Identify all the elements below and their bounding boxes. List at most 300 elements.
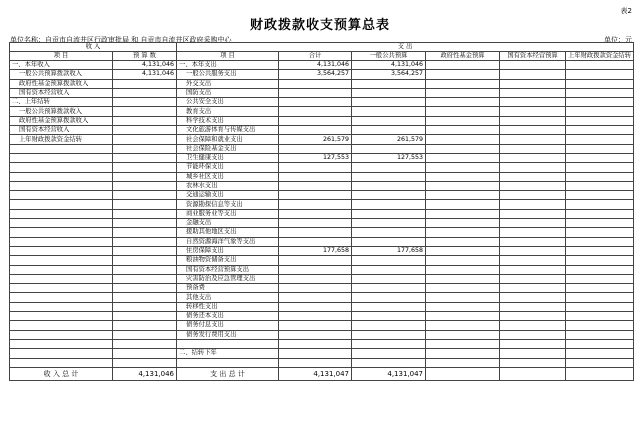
fund-budget-cell (426, 237, 500, 246)
carryover-cell (566, 293, 634, 302)
fund-budget-cell (426, 135, 500, 144)
fund-budget-cell (426, 312, 500, 321)
expense-total-cell (279, 219, 352, 228)
state-capital-cell (500, 293, 566, 302)
general-budget-cell: 3,564,257 (352, 70, 426, 79)
expense-item-cell: 农林水支出 (177, 181, 279, 190)
totals-row (10, 367, 634, 380)
state-capital-cell (500, 284, 566, 293)
fund-budget-cell (426, 98, 500, 107)
income-value-cell (113, 219, 177, 228)
carryover-cell (566, 70, 634, 79)
fund-budget-header: 政府性基金预算 (426, 52, 500, 61)
expense-item-cell: 商业服务业等支出 (177, 209, 279, 218)
income-item-cell (10, 246, 113, 255)
general-budget-cell: 261,579 (352, 135, 426, 144)
budget-table (9, 42, 634, 381)
table-row (10, 219, 634, 228)
state-capital-cell (500, 88, 566, 97)
table-row (10, 284, 634, 293)
general-budget-cell (352, 88, 426, 97)
income-item-cell: 二、上年结转 (10, 98, 113, 107)
general-budget-cell (352, 293, 426, 302)
expense-header: 支 出 (177, 43, 634, 52)
expense-item-cell: 灾害防治及应急管理支出 (177, 274, 279, 283)
fund-budget-cell (426, 219, 500, 228)
table-row (10, 153, 634, 162)
expense-item-cell (177, 339, 279, 348)
table-row (10, 70, 634, 79)
table-row (10, 79, 634, 88)
expense-total-cell (279, 191, 352, 200)
expense-total-cell (279, 265, 352, 274)
state-capital-cell (500, 61, 566, 70)
income-value-cell (113, 256, 177, 265)
state-capital-cell (500, 274, 566, 283)
general-budget-cell: 177,658 (352, 246, 426, 255)
budget-header: 预 算 数 (113, 52, 177, 61)
income-item-cell (10, 144, 113, 153)
income-item-cell (10, 265, 113, 274)
expense-total-cell (279, 181, 352, 190)
state-capital-cell (500, 135, 566, 144)
carryover-cell (566, 302, 634, 311)
income-item-cell (10, 153, 113, 162)
expense-total-cell (279, 349, 352, 358)
income-item-cell: 一般公共预算拨款收入 (10, 107, 113, 116)
expense-item-cell: 二、结转下年 (177, 349, 279, 358)
income-value-cell (113, 284, 177, 293)
state-capital-cell (500, 98, 566, 107)
carryover-cell (566, 153, 634, 162)
total-header: 合计 (279, 52, 352, 61)
carryover-cell (566, 358, 634, 367)
expense-total-cell (279, 126, 352, 135)
fund-budget-cell (426, 163, 500, 172)
income-item-cell (10, 302, 113, 311)
income-value-cell (113, 116, 177, 125)
carryover-cell (566, 237, 634, 246)
general-budget-cell (352, 228, 426, 237)
income-value-cell (113, 88, 177, 97)
expense-item-header: 项 目 (177, 52, 279, 61)
income-item-cell: 一、本年收入 (10, 61, 113, 70)
expense-total-cell (279, 98, 352, 107)
table-row (10, 312, 634, 321)
income-value-cell (113, 172, 177, 181)
general-budget-cell (352, 79, 426, 88)
carryover-cell (566, 163, 634, 172)
income-item-cell (10, 219, 113, 228)
table-row (10, 88, 634, 97)
expense-item-cell: 社会保障和就业支出 (177, 135, 279, 144)
income-item-cell (10, 191, 113, 200)
expense-item-cell: 预备费 (177, 284, 279, 293)
expense-total-cell: 261,579 (279, 135, 352, 144)
general-budget-cell (352, 321, 426, 330)
table-row (10, 293, 634, 302)
expense-item-cell: 债务付息支出 (177, 321, 279, 330)
carryover-cell (566, 228, 634, 237)
carryover-cell (566, 107, 634, 116)
income-value-cell (113, 228, 177, 237)
expense-item-cell: 金融支出 (177, 219, 279, 228)
expense-total-cell (279, 107, 352, 116)
expense-total-cell (279, 144, 352, 153)
empty-cell (566, 367, 634, 380)
expense-total-cell (279, 209, 352, 218)
expense-item-cell: 自然资源海洋气象等支出 (177, 237, 279, 246)
income-value-cell (113, 200, 177, 209)
fund-budget-cell (426, 339, 500, 348)
unit-name: 单位名称：自贡市自流井区行政审批局 和 自贡市自流井区政府采购中心 (10, 36, 232, 44)
table-row (10, 339, 634, 348)
header-row-2 (10, 52, 634, 61)
expense-total-cell (279, 256, 352, 265)
expense-total-cell: 127,553 (279, 153, 352, 162)
income-header: 收 入 (10, 43, 177, 52)
carryover-cell (566, 200, 634, 209)
income-item-cell (10, 181, 113, 190)
general-budget-cell (352, 209, 426, 218)
fund-budget-cell (426, 144, 500, 153)
income-value-cell (113, 79, 177, 88)
expense-item-cell: 援助其他地区支出 (177, 228, 279, 237)
carryover-header: 上年财政拨款资金结转 (566, 52, 634, 61)
general-budget-cell (352, 302, 426, 311)
income-item-cell (10, 284, 113, 293)
table-row (10, 172, 634, 181)
expense-item-cell: 其他支出 (177, 293, 279, 302)
expense-total-cell (279, 200, 352, 209)
state-capital-cell (500, 172, 566, 181)
general-budget-cell (352, 126, 426, 135)
expense-total-cell (279, 321, 352, 330)
general-budget-cell (352, 237, 426, 246)
carryover-cell (566, 181, 634, 190)
carryover-cell (566, 312, 634, 321)
table-row (10, 237, 634, 246)
expense-item-cell: 教育支出 (177, 107, 279, 116)
carryover-cell (566, 209, 634, 218)
sheet-tag: 表2 (620, 7, 632, 15)
income-item-cell: 上年财政拨款资金结转 (10, 135, 113, 144)
carryover-cell (566, 98, 634, 107)
general-budget-cell: 4,131,046 (352, 61, 426, 70)
fund-budget-cell (426, 228, 500, 237)
expense-total-value: 4,131,047 (279, 367, 352, 380)
income-item-cell (10, 237, 113, 246)
income-item-cell (10, 163, 113, 172)
carryover-cell (566, 88, 634, 97)
state-capital-cell (500, 153, 566, 162)
expense-item-cell: 节能环保支出 (177, 163, 279, 172)
general-budget-cell (352, 172, 426, 181)
table-row (10, 116, 634, 125)
income-value-cell (113, 358, 177, 367)
expense-item-cell: 公共安全支出 (177, 98, 279, 107)
state-capital-header: 国有资本经营预算 (500, 52, 566, 61)
general-budget-cell (352, 219, 426, 228)
expense-item-cell: 转移性支出 (177, 302, 279, 311)
expense-item-cell: 外交支出 (177, 79, 279, 88)
income-item-cell (10, 293, 113, 302)
income-item-cell (10, 358, 113, 367)
carryover-cell (566, 265, 634, 274)
income-value-cell (113, 126, 177, 135)
table-row (10, 163, 634, 172)
state-capital-cell (500, 219, 566, 228)
state-capital-cell (500, 339, 566, 348)
expense-total-cell: 177,658 (279, 246, 352, 255)
expense-item-cell: 社会保险基金支出 (177, 144, 279, 153)
income-value-cell (113, 107, 177, 116)
income-item-cell (10, 209, 113, 218)
expense-item-cell: 国有资本经营预算支出 (177, 265, 279, 274)
general-budget-cell (352, 349, 426, 358)
state-capital-cell (500, 209, 566, 218)
expense-total-cell (279, 312, 352, 321)
table-row (10, 126, 634, 135)
general-budget-cell (352, 330, 426, 339)
general-budget-cell (352, 107, 426, 116)
expense-item-cell: 交通运输支出 (177, 191, 279, 200)
income-value-cell (113, 153, 177, 162)
table-row (10, 228, 634, 237)
expense-item-cell: 一、本年支出 (177, 61, 279, 70)
carryover-cell (566, 219, 634, 228)
expense-total-cell (279, 358, 352, 367)
expense-total-cell (279, 163, 352, 172)
expense-item-cell: 一般公共服务支出 (177, 70, 279, 79)
income-item-cell (10, 256, 113, 265)
income-value-cell: 4,131,046 (113, 61, 177, 70)
fund-budget-cell (426, 70, 500, 79)
state-capital-cell (500, 330, 566, 339)
expense-general-total: 4,131,047 (352, 367, 426, 380)
expense-item-cell: 资源勘探信息等支出 (177, 200, 279, 209)
expense-total-cell (279, 88, 352, 97)
general-budget-cell (352, 339, 426, 348)
general-budget-cell (352, 191, 426, 200)
income-item-cell (10, 312, 113, 321)
income-value-cell (113, 349, 177, 358)
general-budget-header: 一般公共预算 (352, 52, 426, 61)
state-capital-cell (500, 144, 566, 153)
income-value-cell (113, 321, 177, 330)
carryover-cell (566, 61, 634, 70)
fund-budget-cell (426, 153, 500, 162)
income-value-cell (113, 274, 177, 283)
income-item-cell: 政府性基金预算拨款收入 (10, 79, 113, 88)
general-budget-cell (352, 256, 426, 265)
fund-budget-cell (426, 284, 500, 293)
income-item-cell: 政府性基金预算拨款收入 (10, 116, 113, 125)
income-item-cell (10, 228, 113, 237)
fund-budget-cell (426, 172, 500, 181)
state-capital-cell (500, 79, 566, 88)
expense-total-cell (279, 79, 352, 88)
state-capital-cell (500, 302, 566, 311)
state-capital-cell (500, 191, 566, 200)
table-row (10, 200, 634, 209)
carryover-cell (566, 144, 634, 153)
expense-item-cell: 债务发行费用支出 (177, 330, 279, 339)
expense-item-cell: 城乡社区支出 (177, 172, 279, 181)
income-value-cell (113, 163, 177, 172)
page-title: 财政拨款收支预算总表 (249, 18, 390, 33)
income-value-cell (113, 135, 177, 144)
income-value-cell (113, 293, 177, 302)
state-capital-cell (500, 163, 566, 172)
fund-budget-cell (426, 181, 500, 190)
expense-item-cell: 科学技术支出 (177, 116, 279, 125)
income-item-cell (10, 274, 113, 283)
state-capital-cell (500, 200, 566, 209)
fund-budget-cell (426, 200, 500, 209)
expense-total-cell (279, 302, 352, 311)
fund-budget-cell (426, 330, 500, 339)
state-capital-cell (500, 126, 566, 135)
carryover-cell (566, 135, 634, 144)
fund-budget-cell (426, 246, 500, 255)
expense-item-cell (177, 358, 279, 367)
carryover-cell (566, 330, 634, 339)
table-row (10, 274, 634, 283)
empty-cell (500, 367, 566, 380)
expense-total-cell (279, 284, 352, 293)
table-row (10, 191, 634, 200)
income-value-cell (113, 330, 177, 339)
income-total-value: 4,131,046 (113, 367, 177, 380)
state-capital-cell (500, 228, 566, 237)
income-value-cell (113, 302, 177, 311)
carryover-cell (566, 116, 634, 125)
expense-total-cell (279, 293, 352, 302)
table-row (10, 107, 634, 116)
general-budget-cell (352, 274, 426, 283)
fund-budget-cell (426, 116, 500, 125)
expense-item-cell: 文化旅游体育与传媒支出 (177, 126, 279, 135)
state-capital-cell (500, 181, 566, 190)
income-item-cell (10, 200, 113, 209)
state-capital-cell (500, 256, 566, 265)
carryover-cell (566, 349, 634, 358)
income-value-cell (113, 339, 177, 348)
income-item-cell (10, 172, 113, 181)
state-capital-cell (500, 107, 566, 116)
fund-budget-cell (426, 209, 500, 218)
fund-budget-cell (426, 321, 500, 330)
general-budget-cell (352, 358, 426, 367)
expense-item-cell: 住房保障支出 (177, 246, 279, 255)
income-value-cell (113, 191, 177, 200)
carryover-cell (566, 256, 634, 265)
expense-item-cell: 粮油物资储备支出 (177, 256, 279, 265)
income-item-cell (10, 349, 113, 358)
table-row (10, 144, 634, 153)
carryover-cell (566, 79, 634, 88)
carryover-cell (566, 339, 634, 348)
income-item-cell: 一般公共预算拨款收入 (10, 70, 113, 79)
table-row (10, 321, 634, 330)
table-row (10, 209, 634, 218)
income-value-cell (113, 265, 177, 274)
table-row (10, 181, 634, 190)
fund-budget-cell (426, 61, 500, 70)
general-budget-cell (352, 200, 426, 209)
expense-item-cell: 国防支出 (177, 88, 279, 97)
expense-total-label: 支 出 总 计 (177, 367, 279, 380)
table-row (10, 358, 634, 367)
table-row (10, 246, 634, 255)
income-total-label: 收 入 总 计 (10, 367, 113, 380)
carryover-cell (566, 321, 634, 330)
fund-budget-cell (426, 191, 500, 200)
expense-total-cell (279, 116, 352, 125)
carryover-cell (566, 284, 634, 293)
table-row (10, 61, 634, 70)
expense-total-cell: 3,564,257 (279, 70, 352, 79)
general-budget-cell (352, 98, 426, 107)
expense-total-cell (279, 274, 352, 283)
state-capital-cell (500, 312, 566, 321)
fund-budget-cell (426, 293, 500, 302)
unit-currency: 单位：元 (604, 36, 632, 44)
fund-budget-cell (426, 302, 500, 311)
fund-budget-cell (426, 274, 500, 283)
table-row (10, 302, 634, 311)
carryover-cell (566, 274, 634, 283)
fund-budget-cell (426, 265, 500, 274)
income-item-header: 项 目 (10, 52, 113, 61)
income-item-cell (10, 339, 113, 348)
income-item-cell (10, 330, 113, 339)
general-budget-cell (352, 144, 426, 153)
table-row (10, 98, 634, 107)
state-capital-cell (500, 349, 566, 358)
fund-budget-cell (426, 256, 500, 265)
state-capital-cell (500, 70, 566, 79)
carryover-cell (566, 191, 634, 200)
income-item-cell: 国有资本经营收入 (10, 126, 113, 135)
expense-total-cell (279, 228, 352, 237)
expense-total-cell (279, 172, 352, 181)
fund-budget-cell (426, 126, 500, 135)
income-value-cell (113, 209, 177, 218)
fund-budget-cell (426, 358, 500, 367)
fund-budget-cell (426, 88, 500, 97)
state-capital-cell (500, 321, 566, 330)
state-capital-cell (500, 116, 566, 125)
income-value-cell (113, 181, 177, 190)
table-row (10, 265, 634, 274)
general-budget-cell (352, 116, 426, 125)
fund-budget-cell (426, 107, 500, 116)
carryover-cell (566, 172, 634, 181)
table-row (10, 330, 634, 339)
state-capital-cell (500, 265, 566, 274)
income-item-cell (10, 321, 113, 330)
table-row (10, 135, 634, 144)
general-budget-cell (352, 284, 426, 293)
header-row-1 (10, 43, 634, 52)
expense-item-cell: 卫生健康支出 (177, 153, 279, 162)
general-budget-cell (352, 265, 426, 274)
income-value-cell (113, 144, 177, 153)
state-capital-cell (500, 237, 566, 246)
general-budget-cell: 127,553 (352, 153, 426, 162)
